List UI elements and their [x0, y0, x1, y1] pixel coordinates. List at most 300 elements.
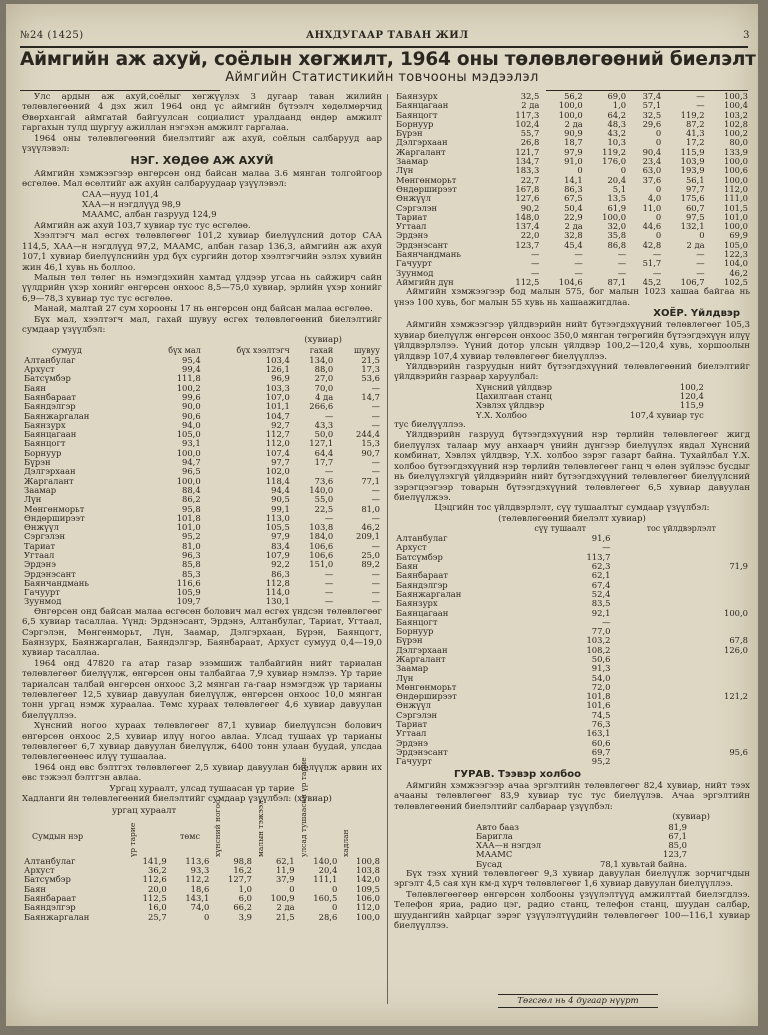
section3-paragraph-2: Бүх тээх хүний төлөвлөгөөг 9,3 хувиар давуулан биелүүлж зорчигчдын эргэлт 4,5 сая хүн км-д хүрч төлөвлөгөөг 1,6 хувиар давуулан биелүүллээ.	[394, 869, 750, 890]
table-cell: 96,9	[271, 373, 290, 384]
table-row-label: Бүрэн	[396, 128, 423, 139]
table-cell: 69,7	[591, 746, 611, 757]
table-cell: 37,9	[275, 874, 295, 885]
table-cell: 102,8	[724, 118, 748, 129]
table-cell: 160,5	[313, 893, 338, 904]
table-cell: 0	[289, 883, 295, 894]
table-cell: —	[696, 249, 705, 260]
table-cell: 112,5	[515, 276, 540, 287]
table-cell: 86,3	[564, 183, 583, 194]
table-cell: 122,3	[724, 249, 748, 260]
table-cell: —	[574, 267, 583, 278]
table-cell: 61,9	[607, 202, 627, 213]
table-cell: 32,5	[642, 109, 662, 120]
table-cell: 100,0	[558, 100, 583, 111]
table-cell: 5,1	[612, 183, 627, 194]
table-row-label: Батсүмбэр	[396, 551, 443, 562]
table-cell: 0	[331, 902, 338, 913]
table-cell: 103,4	[265, 354, 290, 365]
table-cell: 37,6	[642, 174, 662, 185]
table-row-label: Заамар	[396, 156, 429, 167]
table-cell: 113,7	[586, 551, 611, 562]
issue-number: №24 (1425)	[20, 30, 84, 41]
table-cell: 22,7	[520, 174, 540, 185]
table-cell: —	[574, 249, 583, 260]
table-cell: 134,0	[309, 354, 334, 365]
table-cell: 32,0	[607, 221, 627, 232]
harvest-group-header: ургац хураалт	[112, 806, 177, 817]
table-cell: 32,8	[564, 230, 583, 241]
section1-list-item: ХАА—н нэгдлүүд 98,9	[82, 200, 181, 211]
table-cell: 93,1	[182, 438, 201, 449]
table-cell: 123,7	[515, 239, 540, 250]
section1-list-item: САА—нууд 101,4	[82, 189, 159, 200]
table-cell: 21,5	[361, 354, 380, 365]
table-cell: 81,0	[182, 540, 201, 551]
table-row-label: Угтаал	[396, 728, 427, 739]
table-cell: 101,6	[586, 700, 611, 711]
table-cell: 121,7	[515, 146, 540, 157]
table-row	[394, 553, 750, 562]
table-cell: 95,2	[182, 531, 201, 542]
table-header-cell: төмс	[180, 831, 200, 841]
table-cell	[612, 590, 750, 599]
table-cell: 90,6	[182, 410, 201, 421]
section1b-paragraph-2: 1964 онд 47820 га атар газар эзэмшиж талбайгийн нийт тариалан төлөвлөгөөг биелүүлж, өнгөрсөн оны талбайгаа 7,9 хувиар нэмлээ. Үр тарие тариалсан талбай өнгөрсөн онхоос 3,2 мянган га-гаар нэмэгдэж үр тарианы төлөвлөгөөг 12,5 хувиар давуулан биелүүлж, өнгөрсөн онхоос 10,0 мянган тонн ургац нэмж хураалаа. Төмс хураах төлөвлөгөөг 4,6 хувиар давуулан биелүүллээ.	[22, 658, 382, 721]
table-cell: —	[617, 267, 627, 278]
table-cell: 77,1	[361, 475, 380, 486]
subheadline-rule-left	[20, 90, 220, 91]
table-cell: 100,0	[724, 221, 748, 232]
table-cell: 62,1	[275, 855, 295, 866]
table-row	[394, 609, 750, 618]
industry-list	[474, 383, 706, 420]
table-cell: 100,6	[724, 165, 748, 176]
table-cell: 25,0	[361, 549, 380, 560]
table-row-label: Баяндэлгэр	[24, 401, 76, 412]
table-cell: 16,0	[148, 902, 167, 913]
table-row-label: Сэргэлэн	[396, 709, 438, 720]
table-cell: 95,6	[729, 746, 748, 757]
article-headline: Аймгийн аж ахуй, соёлын хөгжилт, 1964 оны төлөвлөгөөний биелэлт	[20, 49, 756, 70]
table-cell: 32,5	[520, 91, 540, 101]
table-cell: 13,5	[607, 193, 627, 204]
table-cell: 109,7	[176, 596, 201, 607]
table-cell: 81,9	[668, 821, 687, 832]
table-row	[394, 618, 750, 627]
table-cell: 27,0	[314, 373, 334, 384]
table-row-label: Дэлгэрхаан	[396, 137, 448, 148]
newspaper-name: АНХДУГААР ТАВАН ЖИЛ	[306, 30, 469, 41]
table-header-cell: хадлан	[341, 829, 351, 857]
table-cell: 3,9	[238, 911, 252, 922]
table-cell: 85,8	[182, 559, 201, 570]
table-cell: 175,6	[680, 193, 705, 204]
table-row	[394, 720, 750, 729]
table-row-label: Борнуур	[396, 626, 434, 637]
table-cell: 102,5	[724, 276, 748, 287]
table-cell: 112,5	[142, 893, 167, 904]
table-cell: 4,0	[647, 193, 662, 204]
table-cell: 41,3	[685, 128, 705, 139]
table-cell: 90,9	[564, 128, 583, 139]
table-cell: 134,7	[515, 156, 540, 167]
table-row-label: Хүнсний үйлдвэр	[476, 381, 552, 392]
masthead	[20, 30, 750, 44]
table-row-label: Мөнгөнморьт	[24, 503, 85, 514]
harvest-table-unit: (хувиар)	[294, 794, 332, 805]
table-cell: 104,0	[724, 258, 748, 269]
table-row-label: Угтаал	[396, 221, 427, 232]
table-cell: —	[371, 382, 380, 393]
table-row-label: Лүн	[24, 494, 42, 505]
table-row-label: Заамар	[24, 484, 57, 495]
table-row-label: Бусад	[476, 858, 502, 869]
table-row-label: Гачуурт	[396, 756, 432, 767]
table-cell: 184,0	[309, 531, 334, 542]
section2-paragraph-1: Аймгийн хэмжээгээр үйлдвэрийн нийт бүтээгдэхүүний төлөвлөгөөг 105,3 хувиар биелүүлж өнгөрсөн онхоос 350,0 мянган төгрөгийн бүтээгдэхүүн илүү үйлдвэрлэлээ. Үүний дотор улсын үйлдвэр 100,2—120,4 хувь, хоршоолын үйлдвэр 107,4 хувиар төлөвлөгөөг биелүүллээ.	[394, 320, 750, 362]
table-header-cell: сүү тушаалт	[534, 524, 587, 534]
table-cell: 90,4	[642, 146, 662, 157]
table-row-label: Аймгийн дүн	[396, 276, 454, 287]
table-cell: 62,1	[591, 570, 611, 581]
table-cell: 44,6	[642, 221, 662, 232]
table-cell: —	[652, 267, 662, 278]
table-cell: 112,0	[356, 902, 380, 913]
table-cell: —	[371, 419, 380, 430]
table-cell: 86,3	[271, 568, 290, 579]
table-cell: 67,4	[591, 579, 611, 590]
table-cell: 92,7	[271, 419, 290, 430]
section2-line-5: Цэцгийн тос үйлдвэрлэлт, сүү тушаалтыг сумдаар үзүүлбэл:	[434, 503, 710, 514]
table-cell: 0	[655, 230, 662, 241]
table-cell: 90,5	[271, 494, 290, 505]
table-cell: 46,2	[361, 522, 380, 533]
table-row	[394, 590, 750, 599]
table-row-label: Сэргэлэн	[396, 202, 438, 213]
table-cell: 91,3	[591, 663, 611, 674]
table-cell: 15,3	[361, 438, 380, 449]
table-cell: 45,2	[642, 276, 662, 287]
table-cell: 101,8	[176, 512, 201, 523]
table-cell: 83,5	[591, 598, 611, 609]
table-row-label: Гачуурт	[24, 587, 60, 598]
table-cell: 244,4	[356, 429, 380, 440]
table-cell: 151,0	[309, 559, 334, 570]
table-cell: 0	[331, 883, 338, 894]
table-row-label: ХАА—н нэгдэл	[476, 840, 542, 851]
table-row-label: Баянзурх	[24, 419, 66, 430]
table-row-label: Сэргэлэн	[24, 531, 66, 542]
table-row	[394, 757, 750, 766]
section1-paragraph-6: Бүх мал, хээлтэгч мал, гахай шувуу өсгөх төлөвлөгөөний биелэлтийг сумдаар үзүүлбэл:	[22, 314, 382, 335]
table-cell: 43,3	[314, 419, 334, 430]
table-cell: 22,9	[564, 211, 583, 222]
table-row-label: Ү.Х. Холбоо	[476, 409, 527, 420]
table-cell: 133,9	[724, 146, 748, 157]
table-row-label: Баяндэлгэр	[396, 579, 448, 590]
table-row-label: Баянбараат	[396, 570, 449, 581]
table-cell: —	[531, 258, 540, 269]
table-row	[394, 655, 750, 664]
table-row-label: Өнжүүл	[396, 193, 431, 204]
milk-butter-table-body	[394, 534, 750, 766]
table-cell: —	[617, 249, 627, 260]
table-cell: 20,4	[318, 865, 338, 876]
table-cell	[612, 655, 750, 664]
table-header-cell: гахай	[309, 345, 334, 355]
table-row-label: Лүн	[396, 672, 414, 683]
table-row	[22, 597, 382, 606]
table-row-label: Баян	[24, 382, 47, 393]
table-cell: 91,6	[591, 533, 611, 544]
table-cell: 83,4	[271, 540, 290, 551]
table-cell: 183,3	[515, 165, 540, 176]
table-cell: 18,7	[564, 137, 583, 148]
table-cell: 127,1	[309, 438, 334, 449]
table-cell: 100,3	[724, 91, 748, 101]
table-cell: 100,8	[356, 855, 380, 866]
table-cell: —	[371, 457, 380, 468]
table-cell: 74,0	[190, 902, 210, 913]
table-cell: 87,1	[607, 276, 627, 287]
section3-unit: (хувиар)	[672, 812, 710, 823]
table-row-label: Баянбараат	[24, 391, 77, 402]
table-cell: 63,0	[642, 165, 662, 176]
table-cell: 100,0	[724, 607, 748, 618]
table-cell	[612, 543, 750, 552]
table-cell: 98,8	[233, 855, 252, 866]
section1b-paragraph-4: 1964 онд өвс бэлтгэх төлөвлөгөөг 2,5 хувиар давуулан биелүүлж арвин их өвс тэжээл бэлтгэн авлаа.	[22, 762, 382, 784]
harvest-table-body	[22, 857, 382, 922]
table-cell: 100,0	[724, 174, 748, 185]
table-row-label: Баянзурх	[396, 598, 438, 609]
table-row-label: Баян	[24, 883, 47, 894]
table-cell	[612, 720, 750, 729]
table-row-label: Бүрэн	[24, 457, 51, 468]
table-cell: 97,9	[271, 531, 290, 542]
table-cell: 72,0	[591, 681, 611, 692]
table-cell: 99,4	[182, 364, 201, 375]
section2-paragraph-2: Үйлдвэрийн газруудын нийт бүтээгдэхүүний төлөвлөгөөний биелэлтийг үйлдвэрийн газраар харуулбал:	[394, 362, 750, 383]
table-cell: 2 да	[564, 221, 583, 232]
table-row-label: Баянжаргалан	[24, 911, 90, 922]
table-cell: 2 да	[521, 100, 540, 111]
table-cell: 105,0	[176, 429, 201, 440]
table-cell: 0	[699, 230, 705, 241]
section1-heading: НЭГ. ХӨДӨӨ АЖ АХУЙ	[130, 154, 274, 168]
table-cell: 107,0	[265, 391, 290, 402]
section1b-line-5: Ургац хураалт, улсад тушаасан үр тарие	[109, 783, 295, 794]
section1-paragraph-5: Манай, малтай 27 сум хорооны 17 нь өнгөрсөн онд байсан малаа өсгөлөө.	[34, 304, 373, 315]
livestock-table	[22, 346, 382, 607]
table-cell: —	[652, 249, 662, 260]
table-cell: 113,6	[185, 855, 210, 866]
table-cell: 20,4	[607, 174, 627, 185]
table-cell: 97,9	[564, 146, 583, 157]
table-cell: —	[324, 596, 334, 607]
table-cell: 67,1	[668, 830, 687, 841]
table-cell: 99,1	[271, 503, 290, 514]
table-cell: 17,2	[685, 137, 705, 148]
table-cell: 51,7	[642, 258, 662, 269]
table-cell: 86,2	[182, 494, 201, 505]
table-row-label: Эрдэнэ	[24, 559, 56, 570]
livestock-table-body	[22, 356, 382, 607]
table-cell: —	[324, 410, 334, 421]
table-row	[394, 692, 750, 701]
table-cell	[612, 664, 750, 673]
table-cell: 22,0	[520, 230, 540, 241]
table-row-label: Баянжаргалан	[24, 410, 90, 421]
table-cell: 119,2	[680, 109, 705, 120]
column-separator	[387, 94, 388, 1004]
table-cell: 37,4	[642, 91, 662, 101]
table-cell: 23,4	[642, 156, 662, 167]
article-subheadline: Аймгийн Статистикийн товчооны мэдээлэл	[225, 70, 539, 85]
table-row-label: Авто бааз	[476, 821, 519, 832]
table-cell: 54,0	[591, 672, 611, 683]
table-cell: 140,0	[309, 484, 334, 495]
table-header-cell: малын тэжээл	[255, 800, 265, 857]
continued-note: Төгсгөл нь 4 дугаар нүүрт	[498, 994, 658, 1008]
section1b-line-6	[22, 794, 382, 804]
table-cell: 119,2	[602, 146, 627, 157]
table-cell: 1,0	[238, 883, 252, 894]
table-cell: 35,8	[607, 230, 627, 241]
transport-list	[474, 823, 689, 869]
table-cell: 112,0	[724, 183, 748, 194]
section2-line-6: (төлөвлөгөөний биелэлт хувиар)	[498, 513, 646, 524]
intro-paragraph-1: Улс ардын аж ахуй,соёлыг хөгжүүлэх 3 дугаар таван жилийн төлөвлөгөөний 4 дэх жил 1964 онд үс аймгийн бүтээлч хөдөлмөрчид Өвөрхангай аймгатай байгуулсан социалист уралдаанд өндөр амжилт гаргахын тулд шургуу ажиллан нэгэхэн амжилт гаргалаа.	[22, 92, 382, 134]
table-cell: 36,2	[148, 865, 167, 876]
industry-list-body	[474, 383, 706, 420]
table-row	[394, 534, 750, 543]
table-cell: 143,1	[185, 893, 210, 904]
table-header-cell: улсад тушаасан үр тарие	[298, 757, 308, 857]
table-cell: 107,4	[265, 447, 290, 458]
table-row-label: Дэлгэрхаан	[396, 644, 448, 655]
table-cell: 130,1	[265, 596, 290, 607]
table-cell: —	[696, 267, 705, 278]
table-row	[394, 278, 750, 287]
table-row-label: Эрдэнэсант	[396, 746, 448, 757]
table-cell: 97,5	[685, 211, 705, 222]
table-cell: 2 да	[564, 118, 583, 129]
table-cell: 11,0	[642, 202, 662, 213]
table-cell: 45,4	[564, 239, 583, 250]
table-cell: 132,1	[680, 221, 705, 232]
table-cell: 115,9	[680, 146, 705, 157]
table-cell: 14,1	[564, 174, 583, 185]
right-column	[394, 92, 750, 932]
table-cell: 64,4	[314, 447, 334, 458]
table-row-label: Баянцогт	[24, 438, 66, 449]
table-cell: 112,8	[265, 577, 290, 588]
left-column	[22, 92, 382, 922]
table-cell: 103,3	[265, 382, 290, 393]
table-cell: 100,2	[176, 382, 201, 393]
table-cell: 80,0	[729, 137, 748, 148]
table-cell: 100,2	[679, 381, 704, 392]
page-number: 3	[743, 30, 750, 41]
newspaper-page	[6, 4, 758, 1026]
table-cell	[612, 711, 750, 720]
table-cell: 112,2	[185, 874, 210, 885]
table-cell: 0	[655, 211, 662, 222]
table-cell: 101,5	[724, 202, 748, 213]
table-cell: —	[324, 568, 334, 579]
table-cell: 101,0	[176, 522, 201, 533]
table-cell: 1,0	[612, 100, 627, 111]
section3-paragraph-1: Аймгийн хэмжээгээр ачаа эргэлтийн төлөвлөгөөг 82,4 хувиар, нийт тээх ачааны төлөвлөгөөг 83,9 хувиар тус тус биелүүлэв. Ачаа эргэлтийн төлөвлөгөөний биелэлтийг салбараар үзүүлбэл:	[394, 780, 750, 812]
table-cell: 55,0	[314, 494, 334, 505]
table-cell: —	[371, 577, 380, 588]
table-cell: 95,2	[591, 756, 611, 767]
harvest-table-continued	[394, 92, 750, 287]
section3-heading: ГУРАВ. Тээвэр холбоо	[454, 768, 581, 780]
table-cell: 16,2	[233, 865, 252, 876]
table-cell: 76,3	[591, 719, 611, 730]
table-cell: —	[617, 258, 627, 269]
table-row-label: Дэлгэрхаан	[24, 466, 76, 477]
table-row	[474, 411, 706, 420]
table-cell: —	[324, 466, 334, 477]
table-cell: —	[324, 577, 334, 588]
table-cell: —	[696, 258, 705, 269]
table-row-label: Өнжүүл	[396, 700, 431, 711]
table-cell: 209,1	[356, 531, 380, 542]
table-cell: 85,0	[668, 840, 687, 851]
table-row-label: Мөнгөнморьт	[396, 174, 457, 185]
table-cell: 148,0	[515, 211, 540, 222]
table-cell: 111,8	[176, 373, 201, 384]
table-row	[394, 627, 750, 636]
table-cell: 88,0	[314, 364, 334, 375]
table-header-cell: тос үйлдвэрлэлт	[646, 524, 716, 534]
table-header-cell: Сумдын нэр	[32, 831, 84, 841]
table-cell: 193,9	[680, 165, 705, 176]
table-cell: 48,3	[607, 118, 627, 129]
table-row-label: Цахилгаан станц	[476, 391, 552, 402]
table-cell: 56,2	[564, 91, 583, 101]
table-cell: 107,4 хувиар тус	[630, 409, 704, 420]
section1b-paragraph-1: Өнгөрсөн онд байсан малаа өсгөсөн болович мал өсгөх үндсэн төлөвлөгөөг 6,5 хувиар тасаллаа. Үүнд: Эрдэнэсант, Эрдэнэ, Алтанбулаг, Тариат, Угтаал, Сэргэлэн, Мөнгөнморьт, Лүн, Заамар, Дэлгэрхаан, Бүрэн, Баянцогт, Баянзурх, Баянжаргалан, Баяндэлгэр, Баянбараат, Архуст сумууд 0,4—19,0 хувиар тасаллаа.	[22, 606, 382, 659]
section2-paragraph-0: Аймгийн хэмжээгээр бод малын 575, бог малын 1023 хашаа байгаа нь үнээ 100 хувь, бог малын 55 хувь нь хашаажигдлаа.	[394, 287, 750, 308]
table-cell: 101,0	[724, 211, 748, 222]
table-cell: —	[371, 596, 380, 607]
table-cell: 26,8	[520, 137, 540, 148]
table1-unit: (хувиар)	[304, 335, 342, 346]
table-cell: 17,3	[361, 364, 380, 375]
table-cell: —	[602, 542, 611, 553]
table-cell: —	[696, 91, 705, 101]
table-row-label: Өнжүүл	[24, 522, 59, 533]
table-cell: 94,7	[182, 457, 201, 468]
table-cell: 105,5	[265, 522, 290, 533]
table-row-label: Жаргалант	[396, 146, 446, 157]
table-cell: 141,9	[142, 855, 167, 866]
table-cell: 43,2	[607, 128, 627, 139]
table-row-label: Архуст	[24, 865, 55, 876]
table-cell: 100,0	[176, 475, 201, 486]
table-row-label: Тариат	[396, 211, 428, 222]
table-cell: 91,0	[564, 156, 583, 167]
harvest-table-continued-body	[394, 92, 750, 287]
table-cell: 96,5	[182, 466, 201, 477]
table-cell: 137,4	[515, 221, 540, 232]
table-cell: —	[371, 494, 380, 505]
